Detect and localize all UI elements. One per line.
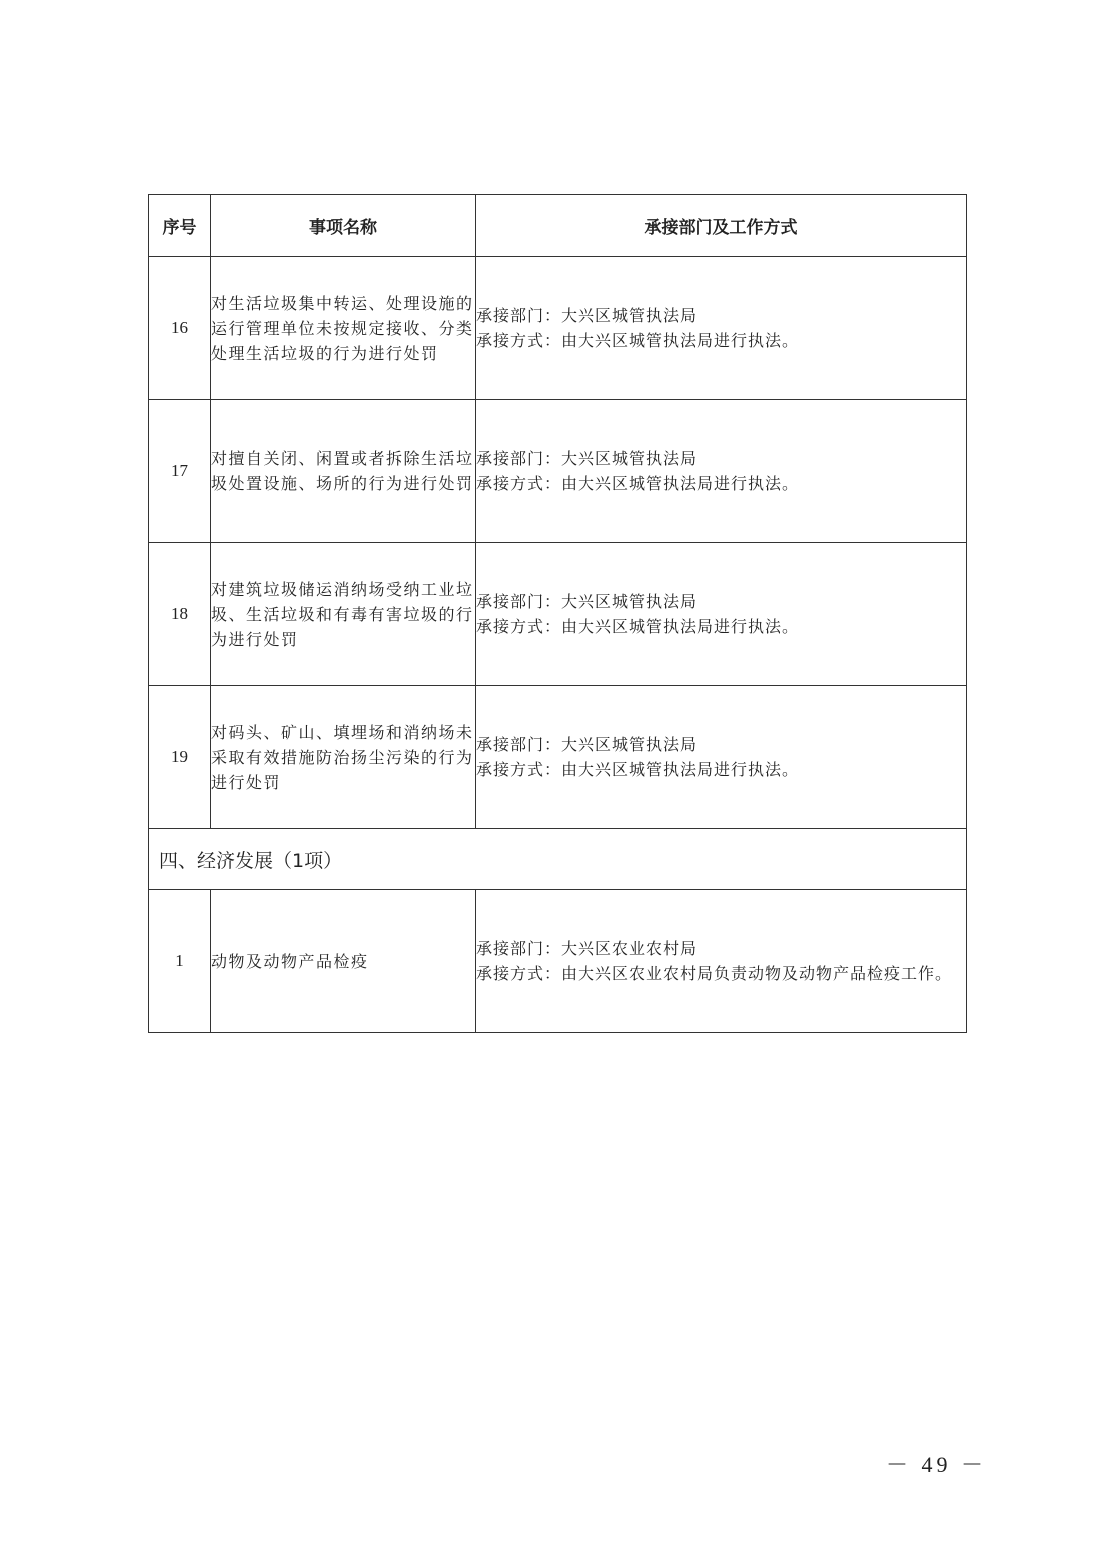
section-heading: 四、经济发展（1项）	[149, 829, 967, 890]
dept-method-cell	[476, 686, 967, 829]
dept-line: 承接部门：大兴区城管执法局	[476, 735, 698, 754]
row-number: 1	[149, 890, 211, 1033]
method-line: 承接方式：由大兴区农业农村局负责动物及动物产品检疫工作。	[476, 964, 953, 983]
method-line: 承接方式：由大兴区城管执法局进行执法。	[476, 474, 800, 493]
table-row	[149, 686, 967, 829]
item-name: 对建筑垃圾储运消纳场受纳工业垃圾、生活垃圾和有毒有害垃圾的行为进行处罚	[211, 543, 476, 686]
header-item-name: 事项名称	[211, 195, 476, 257]
item-name: 对码头、矿山、填埋场和消纳场未采取有效措施防治扬尘污染的行为进行处罚	[211, 686, 476, 829]
row-number: 19	[149, 686, 211, 829]
row-number: 18	[149, 543, 211, 686]
header-dept-method: 承接部门及工作方式	[476, 195, 967, 257]
dept-method-cell	[476, 400, 967, 543]
table-row	[149, 400, 967, 543]
item-name: 动物及动物产品检疫	[211, 890, 476, 1033]
method-line: 承接方式：由大兴区城管执法局进行执法。	[476, 760, 800, 779]
table-row	[149, 257, 967, 400]
table-row	[149, 890, 967, 1033]
item-name: 对擅自关闭、闲置或者拆除生活垃圾处置设施、场所的行为进行处罚	[211, 400, 476, 543]
table-row	[149, 543, 967, 686]
item-name: 对生活垃圾集中转运、处理设施的运行管理单位未按规定接收、分类处理生活垃圾的行为进行处罚	[211, 257, 476, 400]
dept-line: 承接部门：大兴区城管执法局	[476, 592, 698, 611]
section-heading-row	[149, 829, 967, 890]
method-line: 承接方式：由大兴区城管执法局进行执法。	[476, 617, 800, 636]
header-serial: 序号	[149, 195, 211, 257]
dept-line: 承接部门：大兴区城管执法局	[476, 449, 698, 468]
method-line: 承接方式：由大兴区城管执法局进行执法。	[476, 331, 800, 350]
row-number: 17	[149, 400, 211, 543]
table-header-row	[149, 195, 967, 257]
dept-method-cell	[476, 257, 967, 400]
dept-line: 承接部门：大兴区城管执法局	[476, 306, 698, 325]
dept-line: 承接部门：大兴区农业农村局	[476, 939, 698, 958]
page-number: － 49 －	[886, 1452, 988, 1477]
matters-table	[148, 194, 967, 1033]
row-number: 16	[149, 257, 211, 400]
dept-method-cell	[476, 543, 967, 686]
dept-method-cell	[476, 890, 967, 1033]
